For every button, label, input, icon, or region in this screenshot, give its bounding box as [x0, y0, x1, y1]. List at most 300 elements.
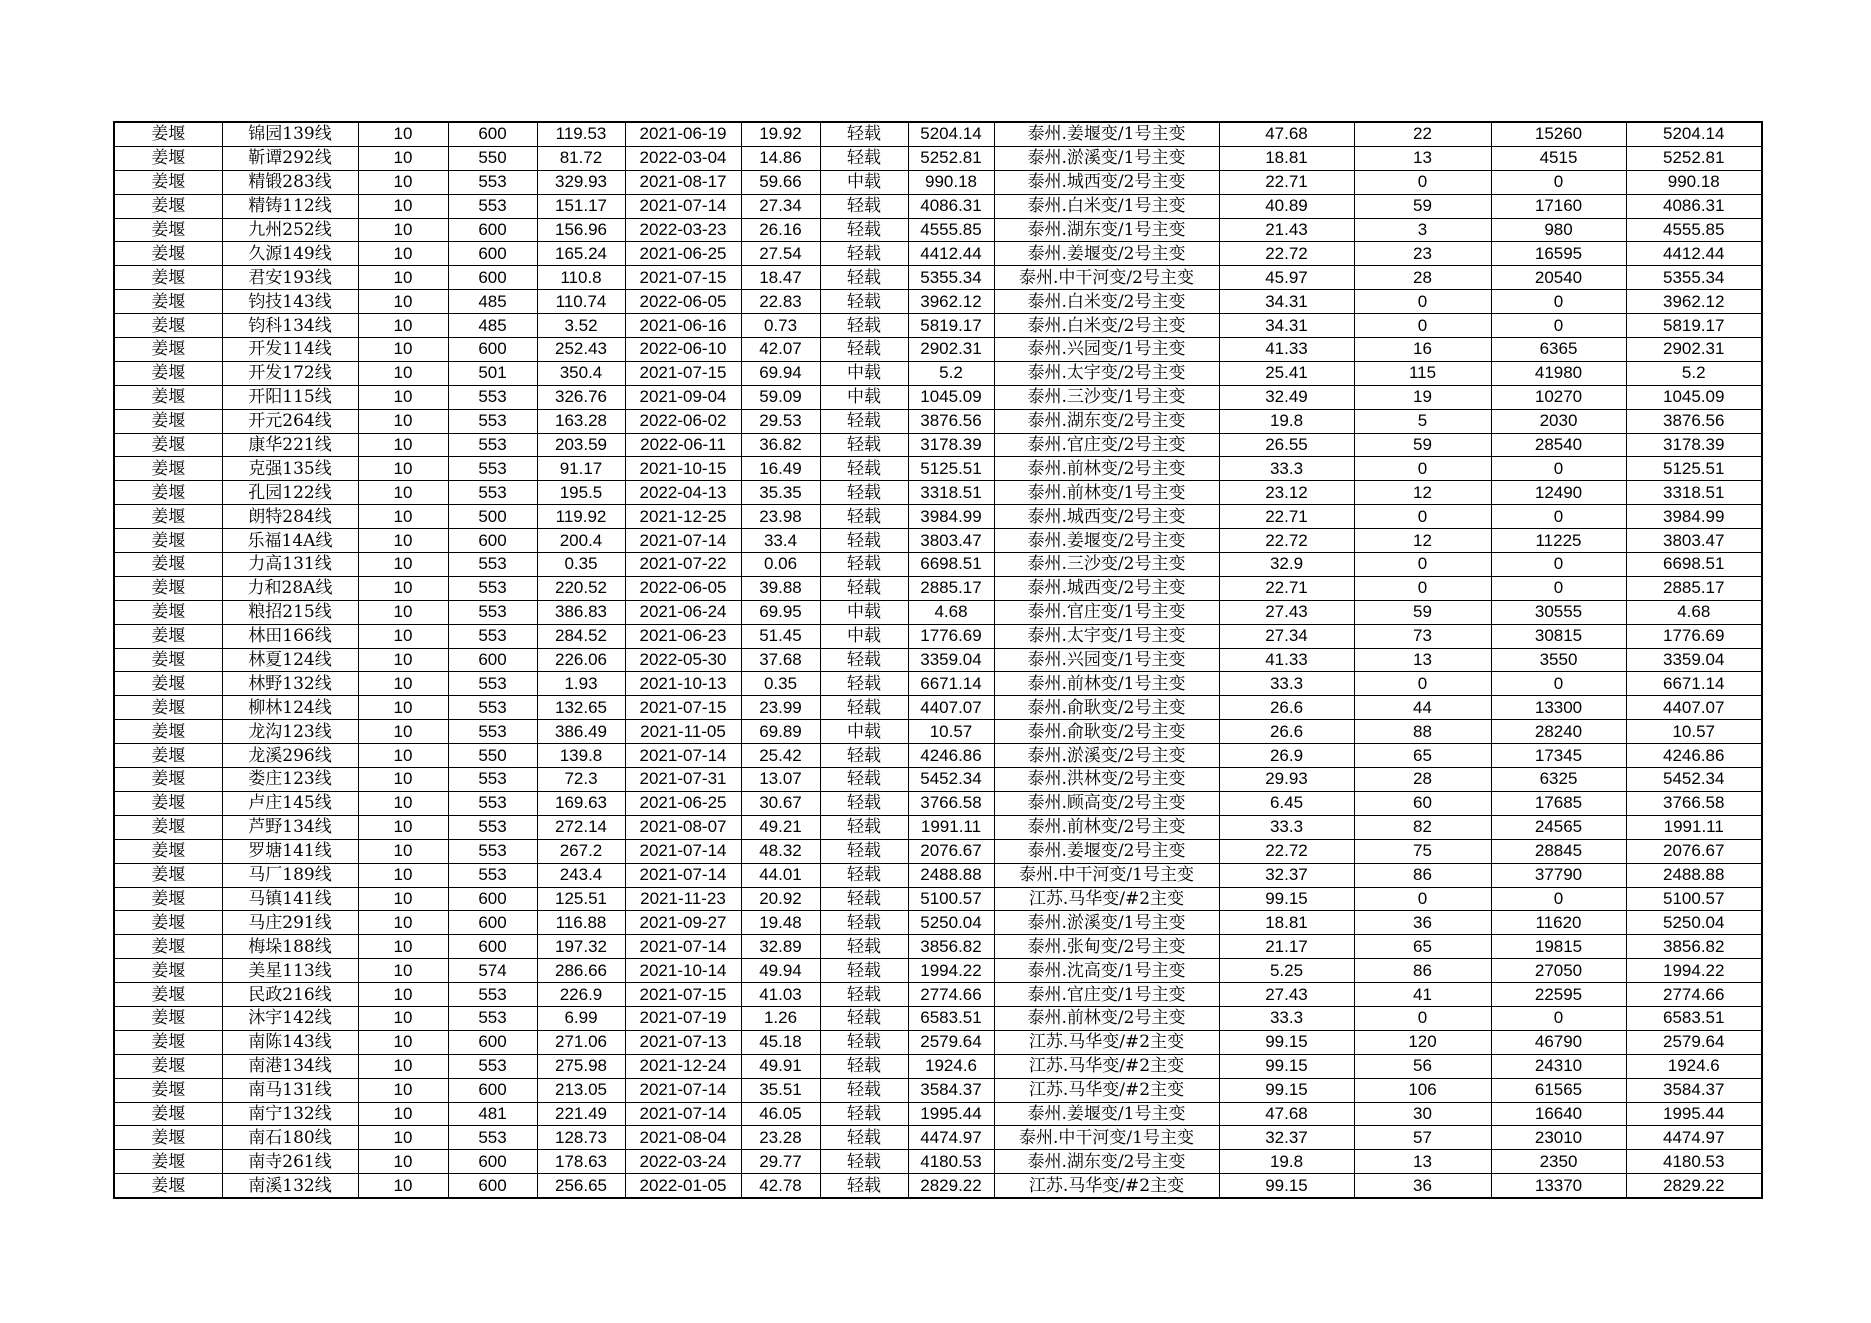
date-cell: 2021-08-07: [625, 815, 741, 839]
table-row: [114, 1126, 1762, 1150]
load-status-cell: 轻载: [820, 409, 908, 433]
substation-transformer-cell: 泰州.兴园变/1号主变: [994, 648, 1219, 672]
region-cell: 姜堰: [114, 242, 222, 266]
region-cell: 姜堰: [114, 815, 222, 839]
voltage-cell: 10: [358, 600, 448, 624]
capacity-total-cell: 16640: [1491, 1102, 1626, 1126]
max-load-cell: 178.63: [537, 1150, 625, 1174]
date-cell: 2021-10-13: [625, 672, 741, 696]
capacity-cell: 600: [448, 266, 537, 290]
count-cell: 13: [1354, 1150, 1491, 1174]
capacity-total-cell: 22595: [1491, 983, 1626, 1007]
count-cell: 12: [1354, 481, 1491, 505]
count-cell: 0: [1354, 887, 1491, 911]
max-load-cell: 197.32: [537, 935, 625, 959]
max-load-cell: 252.43: [537, 338, 625, 362]
voltage-cell: 10: [358, 1006, 448, 1030]
region-cell: 姜堰: [114, 1174, 222, 1198]
load-status-cell: 轻载: [820, 648, 908, 672]
remaining-capacity-cell: 3766.58: [1626, 791, 1762, 815]
capacity-cell: 600: [448, 1078, 537, 1102]
load-status-cell: 轻载: [820, 481, 908, 505]
load-rate-cell: 36.82: [741, 433, 820, 457]
remaining-capacity-cell: 3318.51: [1626, 481, 1762, 505]
available-capacity-cell: 3962.12: [908, 290, 994, 314]
load-status-cell: 轻载: [820, 935, 908, 959]
remaining-capacity-cell: 990.18: [1626, 170, 1762, 194]
available-capacity-cell: 2774.66: [908, 983, 994, 1007]
count-cell: 59: [1354, 194, 1491, 218]
capacity-total-cell: 61565: [1491, 1078, 1626, 1102]
available-capacity-cell: 3584.37: [908, 1078, 994, 1102]
transformer-load-rate-cell: 99.15: [1219, 1174, 1354, 1198]
available-capacity-cell: 3856.82: [908, 935, 994, 959]
table-row: [114, 624, 1762, 648]
load-rate-cell: 42.07: [741, 338, 820, 362]
date-cell: 2021-07-14: [625, 529, 741, 553]
date-cell: 2021-06-24: [625, 600, 741, 624]
max-load-cell: 110.8: [537, 266, 625, 290]
date-cell: 2021-10-14: [625, 959, 741, 983]
capacity-cell: 481: [448, 1102, 537, 1126]
remaining-capacity-cell: 4180.53: [1626, 1150, 1762, 1174]
date-cell: 2021-06-19: [625, 122, 741, 146]
remaining-capacity-cell: 5452.34: [1626, 768, 1762, 792]
load-status-cell: 轻载: [820, 1174, 908, 1198]
capacity-total-cell: 20540: [1491, 266, 1626, 290]
date-cell: 2021-09-27: [625, 911, 741, 935]
date-cell: 2021-07-15: [625, 361, 741, 385]
load-rate-cell: 25.42: [741, 744, 820, 768]
transformer-load-rate-cell: 26.6: [1219, 720, 1354, 744]
load-status-cell: 轻载: [820, 242, 908, 266]
voltage-cell: 10: [358, 887, 448, 911]
load-status-cell: 轻载: [820, 146, 908, 170]
date-cell: 2021-06-25: [625, 242, 741, 266]
capacity-cell: 553: [448, 385, 537, 409]
substation-transformer-cell: 泰州.顾高变/2号主变: [994, 791, 1219, 815]
remaining-capacity-cell: 6698.51: [1626, 553, 1762, 577]
available-capacity-cell: 3359.04: [908, 648, 994, 672]
remaining-capacity-cell: 2774.66: [1626, 983, 1762, 1007]
load-status-cell: 轻载: [820, 911, 908, 935]
substation-transformer-cell: 泰州.俞耿变/2号主变: [994, 720, 1219, 744]
transformer-load-rate-cell: 22.71: [1219, 170, 1354, 194]
count-cell: 23: [1354, 242, 1491, 266]
voltage-cell: 10: [358, 791, 448, 815]
substation-transformer-cell: 泰州.白米变/1号主变: [994, 194, 1219, 218]
capacity-cell: 485: [448, 314, 537, 338]
region-cell: 姜堰: [114, 863, 222, 887]
count-cell: 0: [1354, 576, 1491, 600]
line-name-cell: 孔园122线: [222, 481, 358, 505]
table-row: [114, 314, 1762, 338]
load-status-cell: 轻载: [820, 959, 908, 983]
remaining-capacity-cell: 4474.97: [1626, 1126, 1762, 1150]
table-row: [114, 122, 1762, 146]
substation-transformer-cell: 泰州.洪林变/2号主变: [994, 768, 1219, 792]
capacity-total-cell: 0: [1491, 505, 1626, 529]
remaining-capacity-cell: 3876.56: [1626, 409, 1762, 433]
line-name-cell: 梅垛188线: [222, 935, 358, 959]
region-cell: 姜堰: [114, 600, 222, 624]
date-cell: 2021-07-15: [625, 983, 741, 1007]
capacity-total-cell: 24310: [1491, 1054, 1626, 1078]
voltage-cell: 10: [358, 1054, 448, 1078]
load-status-cell: 轻载: [820, 887, 908, 911]
voltage-cell: 10: [358, 624, 448, 648]
line-name-cell: 朗特284线: [222, 505, 358, 529]
date-cell: 2021-08-04: [625, 1126, 741, 1150]
capacity-cell: 553: [448, 672, 537, 696]
substation-transformer-cell: 泰州.前林变/1号主变: [994, 672, 1219, 696]
available-capacity-cell: 6583.51: [908, 1006, 994, 1030]
capacity-cell: 553: [448, 1054, 537, 1078]
date-cell: 2021-10-15: [625, 457, 741, 481]
load-status-cell: 轻载: [820, 768, 908, 792]
region-cell: 姜堰: [114, 1006, 222, 1030]
region-cell: 姜堰: [114, 146, 222, 170]
substation-transformer-cell: 泰州.官庄变/1号主变: [994, 983, 1219, 1007]
date-cell: 2022-01-05: [625, 1174, 741, 1198]
date-cell: 2022-06-11: [625, 433, 741, 457]
voltage-cell: 10: [358, 1150, 448, 1174]
max-load-cell: 128.73: [537, 1126, 625, 1150]
capacity-total-cell: 27050: [1491, 959, 1626, 983]
region-cell: 姜堰: [114, 409, 222, 433]
load-status-cell: 轻载: [820, 672, 908, 696]
load-rate-cell: 14.86: [741, 146, 820, 170]
available-capacity-cell: 5.2: [908, 361, 994, 385]
table-body: [114, 122, 1762, 1198]
remaining-capacity-cell: 5.2: [1626, 361, 1762, 385]
table-row: [114, 983, 1762, 1007]
max-load-cell: 243.4: [537, 863, 625, 887]
table-row: [114, 815, 1762, 839]
count-cell: 36: [1354, 911, 1491, 935]
available-capacity-cell: 4086.31: [908, 194, 994, 218]
load-rate-cell: 69.95: [741, 600, 820, 624]
capacity-total-cell: 17345: [1491, 744, 1626, 768]
capacity-total-cell: 46790: [1491, 1030, 1626, 1054]
load-rate-cell: 42.78: [741, 1174, 820, 1198]
line-name-cell: 马厂189线: [222, 863, 358, 887]
capacity-cell: 600: [448, 122, 537, 146]
table-row: [114, 863, 1762, 887]
capacity-cell: 550: [448, 146, 537, 170]
max-load-cell: 6.99: [537, 1006, 625, 1030]
substation-transformer-cell: 泰州.官庄变/2号主变: [994, 433, 1219, 457]
voltage-cell: 10: [358, 385, 448, 409]
table-row: [114, 791, 1762, 815]
count-cell: 82: [1354, 815, 1491, 839]
substation-transformer-cell: 江苏.马华变/#2主变: [994, 1030, 1219, 1054]
capacity-total-cell: 28845: [1491, 839, 1626, 863]
load-status-cell: 轻载: [820, 290, 908, 314]
line-name-cell: 林田166线: [222, 624, 358, 648]
date-cell: 2022-05-30: [625, 648, 741, 672]
available-capacity-cell: 5204.14: [908, 122, 994, 146]
substation-transformer-cell: 泰州.前林变/2号主变: [994, 815, 1219, 839]
capacity-cell: 600: [448, 1174, 537, 1198]
region-cell: 姜堰: [114, 481, 222, 505]
table-row: [114, 672, 1762, 696]
capacity-cell: 553: [448, 457, 537, 481]
capacity-cell: 553: [448, 839, 537, 863]
substation-transformer-cell: 泰州.湖东变/2号主变: [994, 409, 1219, 433]
table-row: [114, 361, 1762, 385]
remaining-capacity-cell: 2829.22: [1626, 1174, 1762, 1198]
line-name-cell: 锦园139线: [222, 122, 358, 146]
date-cell: 2021-06-25: [625, 791, 741, 815]
substation-transformer-cell: 泰州.姜堰变/2号主变: [994, 242, 1219, 266]
line-name-cell: 娄庄123线: [222, 768, 358, 792]
date-cell: 2021-07-14: [625, 194, 741, 218]
remaining-capacity-cell: 5355.34: [1626, 266, 1762, 290]
substation-transformer-cell: 泰州.湖东变/1号主变: [994, 218, 1219, 242]
transformer-load-rate-cell: 26.9: [1219, 744, 1354, 768]
count-cell: 0: [1354, 1006, 1491, 1030]
load-status-cell: 轻载: [820, 696, 908, 720]
table-row: [114, 911, 1762, 935]
region-cell: 姜堰: [114, 1126, 222, 1150]
voltage-cell: 10: [358, 1126, 448, 1150]
available-capacity-cell: 4407.07: [908, 696, 994, 720]
capacity-total-cell: 12490: [1491, 481, 1626, 505]
line-name-cell: 龙溪296线: [222, 744, 358, 768]
load-status-cell: 轻载: [820, 314, 908, 338]
region-cell: 姜堰: [114, 1078, 222, 1102]
max-load-cell: 386.49: [537, 720, 625, 744]
capacity-cell: 553: [448, 170, 537, 194]
capacity-total-cell: 0: [1491, 1006, 1626, 1030]
substation-transformer-cell: 泰州.太宇变/1号主变: [994, 624, 1219, 648]
load-rate-cell: 46.05: [741, 1102, 820, 1126]
voltage-cell: 10: [358, 935, 448, 959]
load-rate-cell: 0.73: [741, 314, 820, 338]
transformer-load-rate-cell: 22.72: [1219, 839, 1354, 863]
line-name-cell: 卢庄145线: [222, 791, 358, 815]
load-status-cell: 轻载: [820, 194, 908, 218]
load-rate-cell: 39.88: [741, 576, 820, 600]
table-row: [114, 266, 1762, 290]
max-load-cell: 350.4: [537, 361, 625, 385]
voltage-cell: 10: [358, 146, 448, 170]
date-cell: 2021-08-17: [625, 170, 741, 194]
date-cell: 2022-06-05: [625, 290, 741, 314]
count-cell: 120: [1354, 1030, 1491, 1054]
capacity-cell: 501: [448, 361, 537, 385]
line-name-cell: 精锻283线: [222, 170, 358, 194]
load-status-cell: 轻载: [820, 1102, 908, 1126]
date-cell: 2021-07-14: [625, 863, 741, 887]
table-row: [114, 170, 1762, 194]
capacity-total-cell: 6365: [1491, 338, 1626, 362]
table-row: [114, 1174, 1762, 1198]
date-cell: 2022-04-13: [625, 481, 741, 505]
table-row: [114, 146, 1762, 170]
capacity-total-cell: 0: [1491, 887, 1626, 911]
region-cell: 姜堰: [114, 385, 222, 409]
voltage-cell: 10: [358, 290, 448, 314]
capacity-cell: 553: [448, 1006, 537, 1030]
transformer-load-rate-cell: 18.81: [1219, 146, 1354, 170]
date-cell: 2021-07-14: [625, 744, 741, 768]
available-capacity-cell: 2902.31: [908, 338, 994, 362]
capacity-cell: 553: [448, 624, 537, 648]
transformer-load-rate-cell: 99.15: [1219, 1054, 1354, 1078]
available-capacity-cell: 3178.39: [908, 433, 994, 457]
transformer-load-rate-cell: 27.43: [1219, 600, 1354, 624]
voltage-cell: 10: [358, 720, 448, 744]
remaining-capacity-cell: 3962.12: [1626, 290, 1762, 314]
max-load-cell: 226.9: [537, 983, 625, 1007]
max-load-cell: 203.59: [537, 433, 625, 457]
table-row: [114, 1102, 1762, 1126]
table-row: [114, 385, 1762, 409]
voltage-cell: 10: [358, 576, 448, 600]
table-row: [114, 553, 1762, 577]
line-name-cell: 罗塘141线: [222, 839, 358, 863]
capacity-total-cell: 6325: [1491, 768, 1626, 792]
load-status-cell: 中载: [820, 720, 908, 744]
substation-transformer-cell: 泰州.俞耿变/2号主变: [994, 696, 1219, 720]
available-capacity-cell: 2579.64: [908, 1030, 994, 1054]
max-load-cell: 81.72: [537, 146, 625, 170]
voltage-cell: 10: [358, 266, 448, 290]
max-load-cell: 116.88: [537, 911, 625, 935]
count-cell: 3: [1354, 218, 1491, 242]
voltage-cell: 10: [358, 863, 448, 887]
remaining-capacity-cell: 2885.17: [1626, 576, 1762, 600]
transformer-load-rate-cell: 45.97: [1219, 266, 1354, 290]
capacity-cell: 600: [448, 887, 537, 911]
load-rate-cell: 29.53: [741, 409, 820, 433]
count-cell: 65: [1354, 935, 1491, 959]
max-load-cell: 119.53: [537, 122, 625, 146]
available-capacity-cell: 5452.34: [908, 768, 994, 792]
date-cell: 2022-06-02: [625, 409, 741, 433]
region-cell: 姜堰: [114, 122, 222, 146]
remaining-capacity-cell: 2076.67: [1626, 839, 1762, 863]
line-name-cell: 南马131线: [222, 1078, 358, 1102]
load-rate-cell: 35.35: [741, 481, 820, 505]
capacity-total-cell: 0: [1491, 314, 1626, 338]
voltage-cell: 10: [358, 314, 448, 338]
date-cell: 2021-06-23: [625, 624, 741, 648]
count-cell: 0: [1354, 505, 1491, 529]
max-load-cell: 271.06: [537, 1030, 625, 1054]
region-cell: 姜堰: [114, 266, 222, 290]
remaining-capacity-cell: 2579.64: [1626, 1030, 1762, 1054]
region-cell: 姜堰: [114, 361, 222, 385]
capacity-cell: 600: [448, 338, 537, 362]
date-cell: 2021-07-14: [625, 839, 741, 863]
load-status-cell: 中载: [820, 624, 908, 648]
remaining-capacity-cell: 4086.31: [1626, 194, 1762, 218]
capacity-total-cell: 11620: [1491, 911, 1626, 935]
line-name-cell: 钧科134线: [222, 314, 358, 338]
capacity-total-cell: 0: [1491, 290, 1626, 314]
table-row: [114, 887, 1762, 911]
load-rate-cell: 1.26: [741, 1006, 820, 1030]
capacity-total-cell: 28240: [1491, 720, 1626, 744]
count-cell: 73: [1354, 624, 1491, 648]
available-capacity-cell: 1995.44: [908, 1102, 994, 1126]
line-name-cell: 南宁132线: [222, 1102, 358, 1126]
capacity-total-cell: 980: [1491, 218, 1626, 242]
capacity-total-cell: 0: [1491, 457, 1626, 481]
transformer-load-rate-cell: 32.37: [1219, 863, 1354, 887]
voltage-cell: 10: [358, 648, 448, 672]
table-row: [114, 935, 1762, 959]
remaining-capacity-cell: 1994.22: [1626, 959, 1762, 983]
region-cell: 姜堰: [114, 648, 222, 672]
region-cell: 姜堰: [114, 887, 222, 911]
remaining-capacity-cell: 2902.31: [1626, 338, 1762, 362]
count-cell: 0: [1354, 314, 1491, 338]
line-name-cell: 乐福14A线: [222, 529, 358, 553]
date-cell: 2021-06-16: [625, 314, 741, 338]
substation-transformer-cell: 泰州.白米变/2号主变: [994, 290, 1219, 314]
capacity-total-cell: 17685: [1491, 791, 1626, 815]
transformer-load-rate-cell: 32.49: [1219, 385, 1354, 409]
load-status-cell: 轻载: [820, 266, 908, 290]
load-status-cell: 轻载: [820, 1006, 908, 1030]
count-cell: 57: [1354, 1126, 1491, 1150]
line-name-cell: 民政216线: [222, 983, 358, 1007]
transformer-load-rate-cell: 33.3: [1219, 672, 1354, 696]
table-row: [114, 1054, 1762, 1078]
region-cell: 姜堰: [114, 170, 222, 194]
load-rate-cell: 27.54: [741, 242, 820, 266]
max-load-cell: 125.51: [537, 887, 625, 911]
count-cell: 30: [1354, 1102, 1491, 1126]
available-capacity-cell: 10.57: [908, 720, 994, 744]
line-name-cell: 力和28A线: [222, 576, 358, 600]
substation-transformer-cell: 泰州.太宇变/2号主变: [994, 361, 1219, 385]
transformer-load-rate-cell: 21.43: [1219, 218, 1354, 242]
load-rate-cell: 33.4: [741, 529, 820, 553]
voltage-cell: 10: [358, 553, 448, 577]
available-capacity-cell: 1994.22: [908, 959, 994, 983]
available-capacity-cell: 2829.22: [908, 1174, 994, 1198]
count-cell: 0: [1354, 170, 1491, 194]
remaining-capacity-cell: 1991.11: [1626, 815, 1762, 839]
capacity-cell: 600: [448, 1150, 537, 1174]
load-status-cell: 轻载: [820, 1078, 908, 1102]
date-cell: 2021-07-14: [625, 1078, 741, 1102]
region-cell: 姜堰: [114, 935, 222, 959]
load-status-cell: 轻载: [820, 839, 908, 863]
substation-transformer-cell: 泰州.前林变/2号主变: [994, 457, 1219, 481]
available-capacity-cell: 1776.69: [908, 624, 994, 648]
max-load-cell: 213.05: [537, 1078, 625, 1102]
max-load-cell: 151.17: [537, 194, 625, 218]
capacity-cell: 553: [448, 768, 537, 792]
load-rate-cell: 0.35: [741, 672, 820, 696]
transformer-load-rate-cell: 99.15: [1219, 1030, 1354, 1054]
substation-transformer-cell: 泰州.淤溪变/1号主变: [994, 911, 1219, 935]
load-rate-cell: 49.21: [741, 815, 820, 839]
date-cell: 2022-03-23: [625, 218, 741, 242]
max-load-cell: 272.14: [537, 815, 625, 839]
max-load-cell: 200.4: [537, 529, 625, 553]
substation-transformer-cell: 江苏.马华变/#2主变: [994, 1174, 1219, 1198]
capacity-cell: 553: [448, 1126, 537, 1150]
capacity-total-cell: 3550: [1491, 648, 1626, 672]
region-cell: 姜堰: [114, 338, 222, 362]
